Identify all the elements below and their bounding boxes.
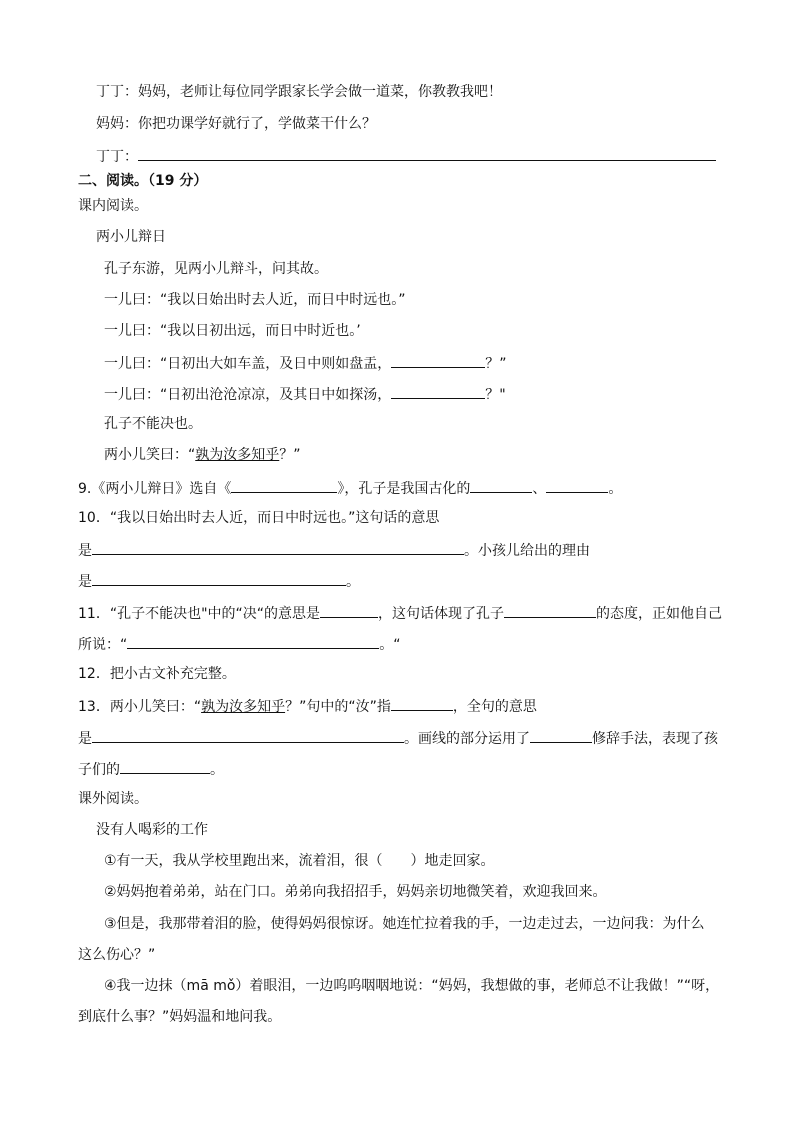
- q11-text-b: ，这句话体现了孔子: [378, 606, 505, 622]
- q10-text-d: 是: [78, 574, 92, 590]
- q9-text-b: 》，孔子是我国古化的: [337, 481, 471, 497]
- q13-blank-rhetoric[interactable]: [530, 728, 592, 743]
- q10-blank-meaning[interactable]: [92, 540, 464, 555]
- passage-line-1: 孔子东游，见两小儿辩斗，问其故。: [104, 261, 328, 277]
- q11-blank-quote[interactable]: [127, 634, 379, 649]
- q13-text-a: 13．两小儿笑曰：“: [78, 699, 202, 715]
- passage-line-2: 一儿曰：“我以日始出时去人近，而日中时远也。”: [104, 292, 406, 308]
- story-paragraph-1: ①有一天，我从学校里跑出来，流着泪，很（ ）地走回家。: [104, 853, 495, 869]
- q9-blank-2[interactable]: [546, 478, 608, 493]
- q13-text-d: 是: [78, 731, 92, 747]
- section-heading-reading: 二、阅读。（19 分）: [78, 173, 208, 189]
- story-paragraph-3-cont: 这么伤心？”: [78, 947, 156, 963]
- q13-blank-children[interactable]: [120, 759, 210, 774]
- q13-text-b: ？”句中的“汝”指: [285, 699, 391, 715]
- q10-blank-reason[interactable]: [92, 571, 346, 586]
- q11-text-c: 的态度，正如他自己: [596, 606, 723, 622]
- passage-line-7: [104, 446, 301, 464]
- q13-text-h: 。: [210, 762, 224, 778]
- story-title: 没有人喝彩的工作: [96, 822, 208, 838]
- q10-text-e: 。: [346, 574, 360, 590]
- in-class-reading-label: 课内阅读。: [78, 198, 148, 214]
- question-11-line-2: [78, 634, 401, 652]
- question-10-line-2: [78, 540, 590, 558]
- q13-text-f: 修辞手法，表现了孩: [592, 731, 718, 747]
- q11-text-a: 11．“孔子不能决也"中的“决“的意思是: [78, 606, 321, 622]
- q13-text-g: 子们的: [78, 762, 120, 778]
- passage-blank-1[interactable]: [391, 353, 485, 368]
- q9-text-d: 。: [608, 481, 623, 497]
- question-10-line-3: [78, 571, 360, 589]
- passage-line-6: 孔子不能决也。: [104, 416, 202, 432]
- q13-text-e: 。画线的部分运用了: [404, 731, 530, 747]
- passage-line-4: [104, 353, 507, 371]
- question-9: [78, 478, 622, 496]
- story-paragraph-4-cont: 到底什么事？”妈妈温和地问我。: [78, 1009, 282, 1025]
- q13-underlined-phrase: 孰为汝多知乎: [201, 699, 286, 715]
- dialogue-line-dingding-1: 丁丁：妈妈，老师让每位同学跟家长学会做一道菜，你教教我吧！: [96, 84, 502, 100]
- passage-line-7-end: ？”: [279, 447, 301, 463]
- question-12: 12．把小古文补充完整。: [78, 666, 236, 682]
- underlined-phrase: 孰为汝多知乎: [195, 447, 280, 463]
- story-paragraph-3: ③但是，我那带着泪的脸，使得妈妈很惊讶。她连忙拉着我的手，一边走过去，一边问我：为什么: [104, 916, 705, 932]
- passage-line-7-text: 两小儿笑曰：“: [104, 447, 196, 463]
- passage-line-4-end: ？”: [485, 356, 507, 372]
- q11-blank-meaning[interactable]: [320, 603, 378, 618]
- passage-blank-2[interactable]: [391, 384, 485, 399]
- question-13-line-2: [78, 728, 718, 746]
- q9-blank-1[interactable]: [470, 478, 532, 493]
- question-11: [78, 603, 722, 621]
- question-13-line-3: [78, 759, 224, 777]
- passage-line-4-text: 一儿曰：“日初出大如车盖，及日中则如盘盂，: [104, 356, 392, 372]
- q9-blank-book[interactable]: [231, 478, 337, 493]
- passage-line-5-end: ？": [485, 387, 506, 403]
- q13-text-c: ，全句的意思: [452, 699, 537, 715]
- q11-blank-attitude[interactable]: [504, 603, 596, 618]
- q10-text-b: 是: [78, 543, 92, 559]
- q10-text-c: 。小孩儿给出的理由: [464, 543, 590, 559]
- q11-text-d: 所说：“: [78, 637, 128, 653]
- question-10: 10．“我以日始出时去人近，而日中时远也。”这句话的意思: [78, 510, 440, 526]
- passage-title: 两小儿辩日: [96, 229, 166, 245]
- question-13: [78, 696, 537, 714]
- speaker-label: 丁丁：: [96, 149, 138, 165]
- q9-text-c: 、: [532, 481, 547, 497]
- q13-blank-ru[interactable]: [391, 696, 453, 711]
- answer-blank-dingding[interactable]: [138, 146, 716, 161]
- passage-line-3: 一儿曰：“我以日初出远，而日中时近也。’: [104, 323, 361, 339]
- passage-line-5: [104, 384, 506, 402]
- dialogue-line-dingding-2: [96, 146, 716, 164]
- q13-blank-meaning[interactable]: [92, 728, 404, 743]
- story-paragraph-2: ②妈妈抱着弟弟，站在门口。弟弟向我招招手，妈妈亲切地微笑着，欢迎我回来。: [104, 884, 607, 900]
- extra-reading-label: 课外阅读。: [78, 791, 148, 807]
- dialogue-line-mother: 妈妈：你把功课学好就行了，学做菜干什么？: [96, 116, 376, 132]
- passage-line-5-text: 一儿曰：“日初出沧沧凉凉，及其日中如探汤，: [104, 387, 392, 403]
- q9-text-a: 9.《两小儿辩日》选自《: [78, 481, 232, 497]
- q11-text-e: 。“: [379, 637, 401, 653]
- story-paragraph-4: ④我一边抹（mā mǒ）着眼泪，一边呜呜咽咽地说：“妈妈，我想做的事，老师总不让我做！”“呀，: [104, 978, 720, 994]
